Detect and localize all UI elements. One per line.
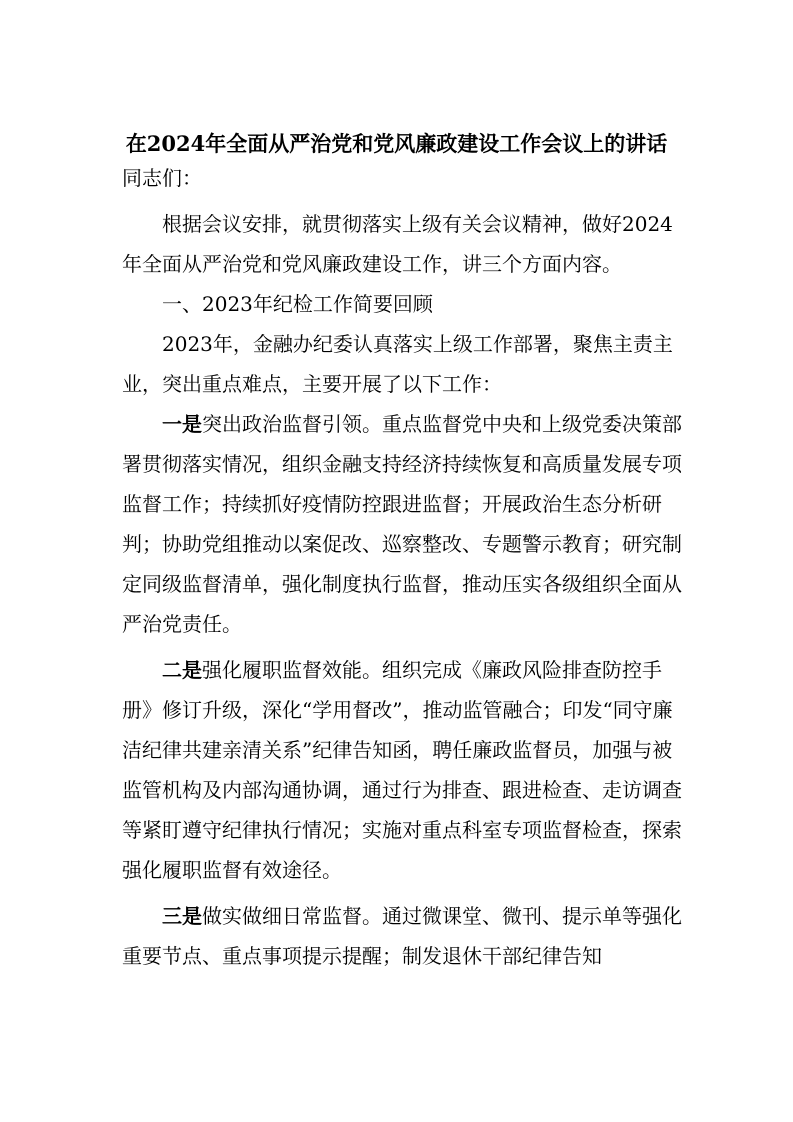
paragraph-point-2 — [122, 650, 682, 890]
paragraph-point-1 — [122, 404, 682, 644]
document-title: 在2024年全面从严治党和党风廉政建设工作会议上的讲话 — [125, 131, 668, 156]
paragraph-point-3-lead: 三是 — [162, 904, 202, 928]
greeting: 同志们： — [122, 166, 202, 190]
paragraph-point-3 — [122, 896, 682, 976]
document-body — [122, 158, 682, 976]
paragraph-point-2-text: 强化履职监督效能。组织完成《廉政风险排查防控手册》修订升级，深化“学用督改”，推动监管融合；印发“同守廉洁纪律共建亲清关系”纪律告知函，聘任廉政监督员，加强与被监管机构及内部沟通协调，通过行为排查、跟进检查、走访调查等紧盯遵守纪律执行情况；实施对重点科室专项监督检查，探索强化履职监督有效途径。 — [122, 658, 682, 882]
paragraph-2023-summary — [122, 324, 682, 404]
paragraph-intro-text: 根据会议安排，就贯彻落实上级有关会议精神，做好2024年全面从严治党和党风廉政建设工作，讲三个方面内容。 — [122, 212, 673, 276]
paragraph-point-1-text: 突出政治监督引领。重点监督党中央和上级党委决策部署贯彻落实情况，组织金融支持经济持续恢复和高质量发展专项监督工作；持续抓好疫情防控跟进监督；开展政治生态分析研判；协助党组推动以案促改、巡察整改、专题警示教育；研究制定同级监督清单，强化制度执行监督，推动压实各级组织全面从严治党责任。 — [122, 412, 682, 636]
paragraph-point-3-text: 做实做细日常监督。通过微课堂、微刊、提示单等强化重要节点、重点事项提示提醒；制发退休干部纪律告知 — [122, 904, 682, 968]
section-heading-1 — [122, 284, 682, 324]
paragraph-point-1-lead: 一是 — [162, 412, 202, 436]
paragraph-intro — [122, 204, 682, 284]
paragraph-2023-summary-text: 2023年，金融办纪委认真落实上级工作部署，聚焦主责主业，突出重点难点，主要开展了以下工作： — [122, 332, 673, 396]
paragraph-point-2-lead: 二是 — [162, 658, 202, 682]
section-heading-1-text: 一、2023年纪检工作简要回顾 — [162, 292, 433, 316]
